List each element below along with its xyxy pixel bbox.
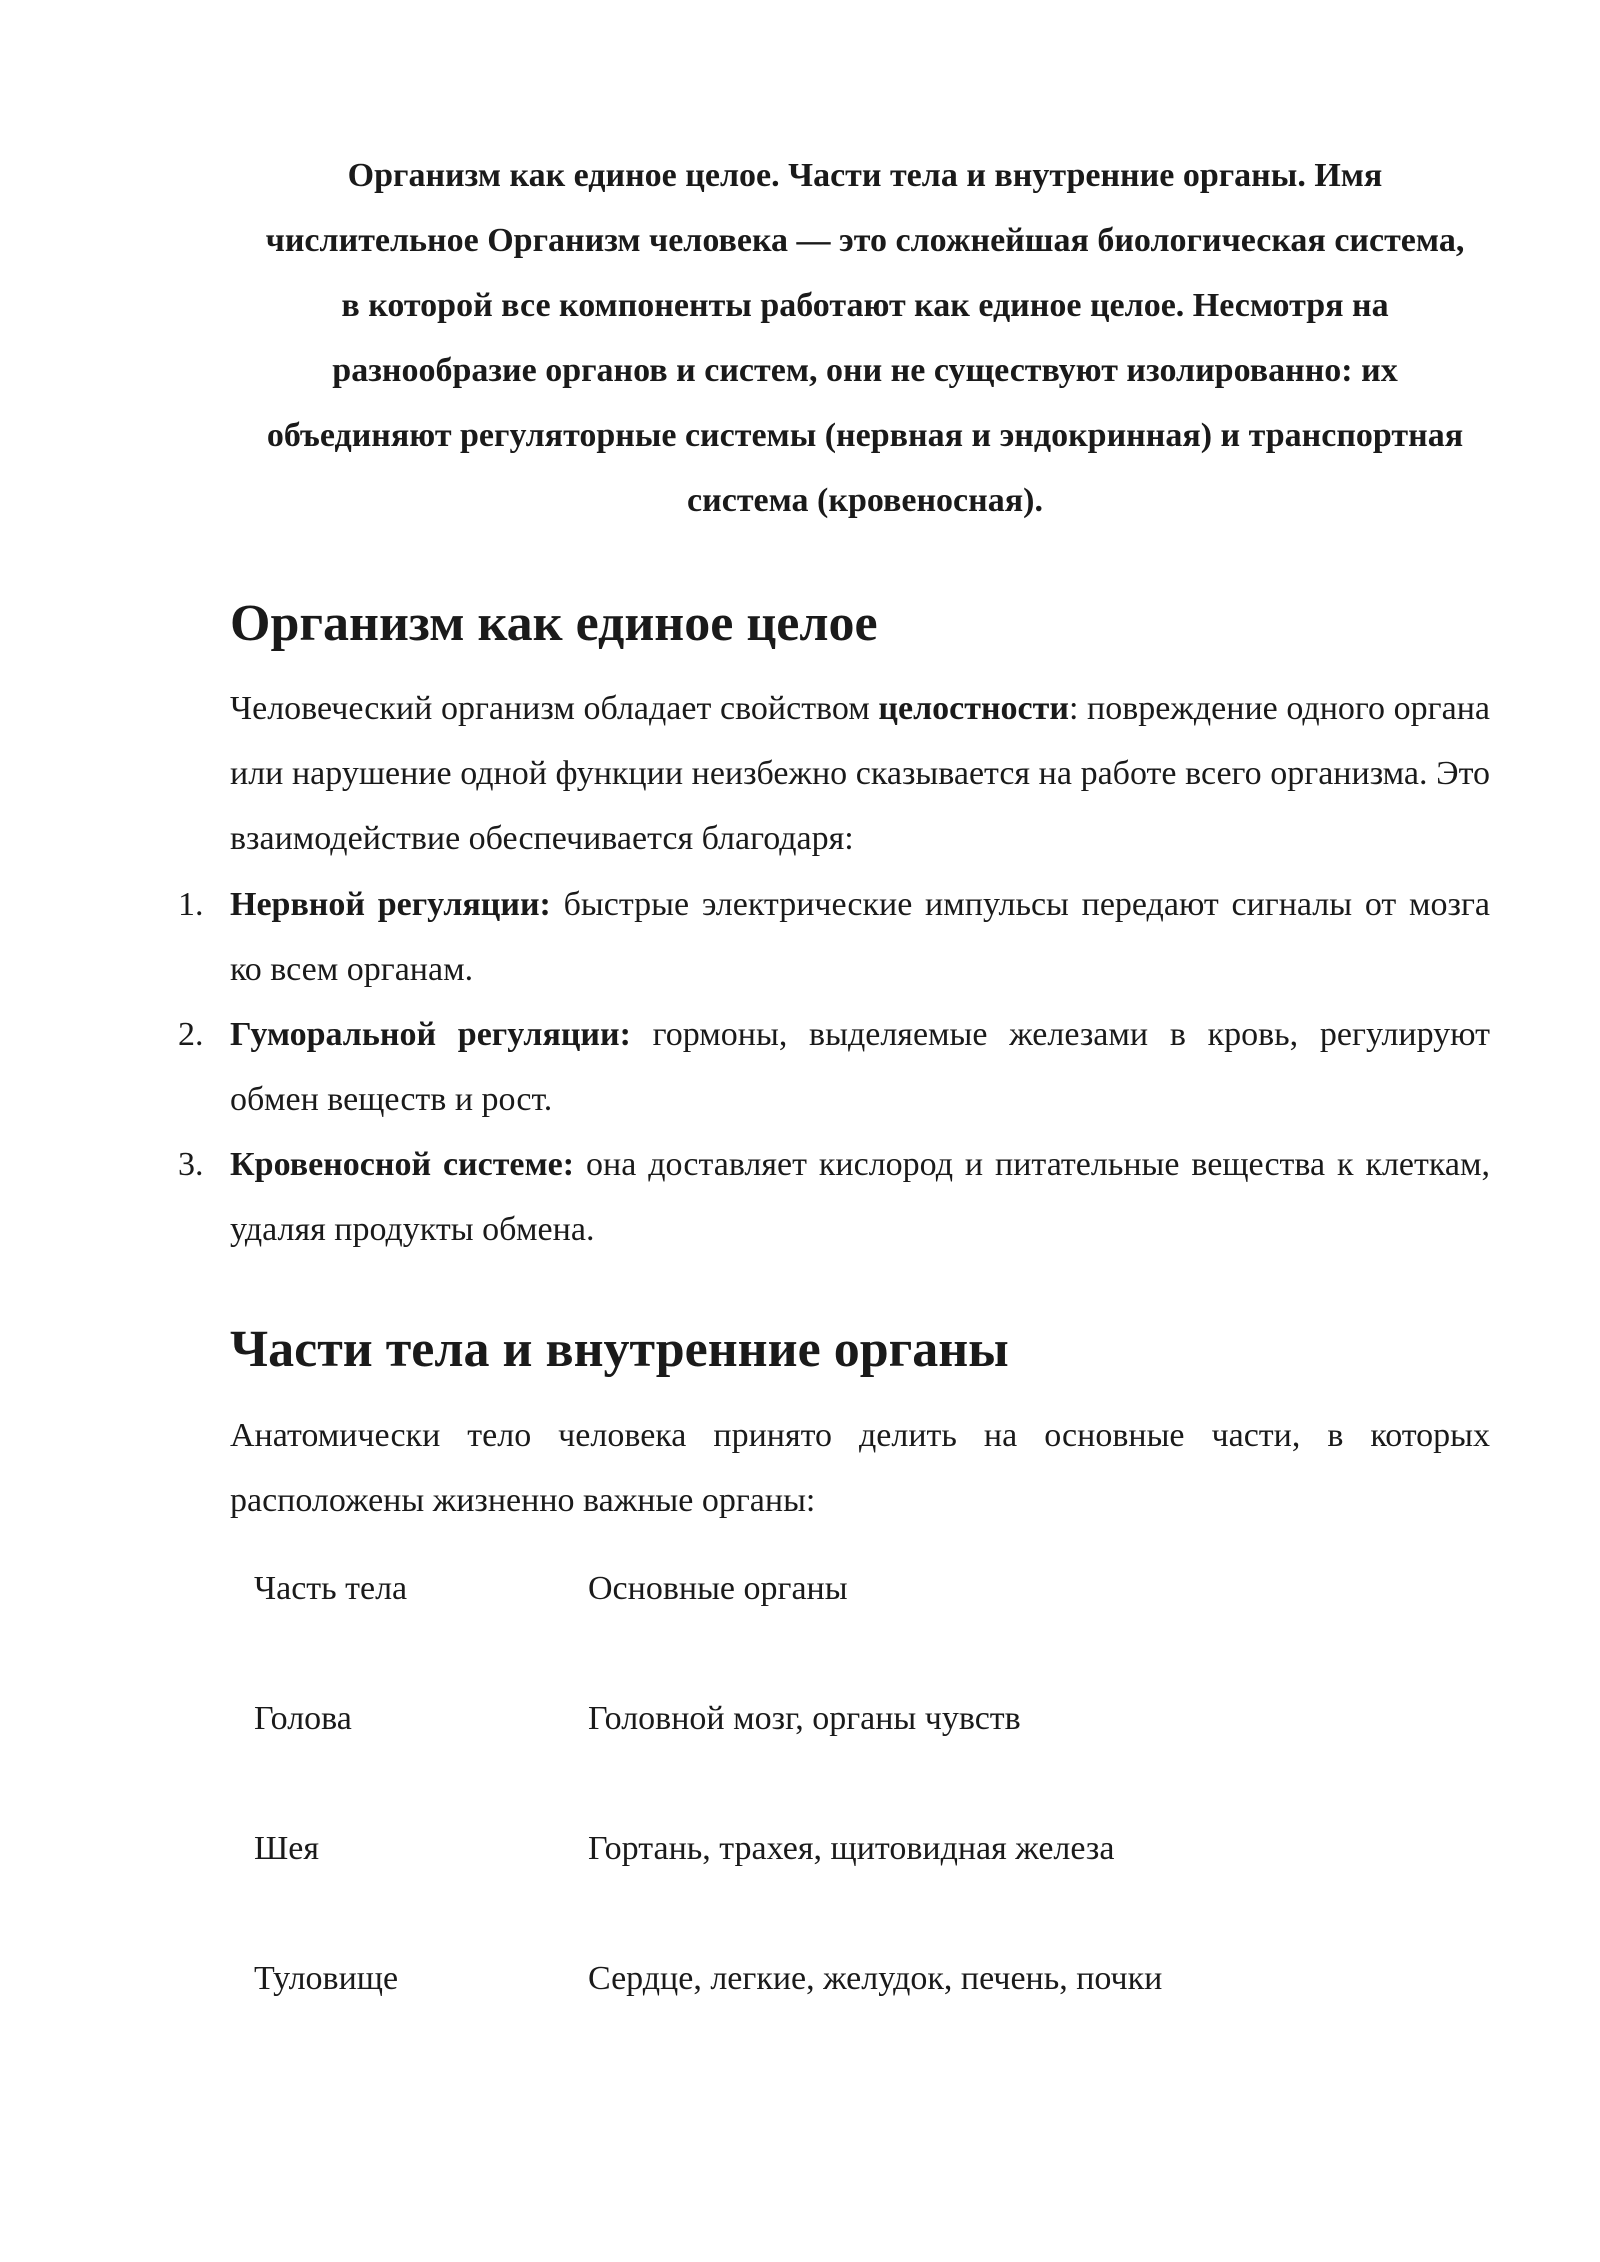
list-item <box>178 1132 1490 1262</box>
table-cell-part: Шея <box>254 1830 320 1867</box>
table-cell-organs: Головной мозг, органы чувств <box>588 1700 1021 1737</box>
table-row <box>230 1686 1348 1816</box>
paragraph-text: : повреждение одного органа или нарушение одной функции неизбежно сказывается на работе всего организма. Это взаимодействие обеспечивается благодаря: <box>230 690 1490 857</box>
body-parts-table <box>230 1556 1348 2076</box>
table-row <box>230 1946 1348 2076</box>
list-term: Нервной регуляции: <box>230 886 551 923</box>
list-item <box>178 872 1490 1002</box>
table-header-row <box>230 1556 1348 1686</box>
table-cell-part: Голова <box>254 1700 352 1737</box>
table-cell-organs: Сердце, легкие, желудок, печень, почки <box>588 1960 1163 1997</box>
table-header-cell: Основные органы <box>588 1570 848 1607</box>
list-term: Кровеносной системе: <box>230 1146 575 1183</box>
table-header-cell: Часть тела <box>254 1570 408 1607</box>
list-number: 3. <box>178 1146 204 1183</box>
section-paragraph <box>230 676 1490 871</box>
list-text: гормоны, выделяемые железами в кровь, регулируют обмен веществ и рост. <box>230 1016 1490 1118</box>
table-row <box>230 1816 1348 1946</box>
intro-paragraph: Организм как единое целое. Части тела и внутренние органы. Имя числительное Организм человека — это сложнейшая биологическая система, в которой все компоненты работают как единое целое. Несмотря на разнообразие органов и систем, они не существуют изолированно: их объединяют регуляторные системы (нервная и эндокринная) и транспортная система (кровеносная). <box>265 157 1465 519</box>
list-number: 2. <box>178 1016 204 1053</box>
table-cell-part: Туловище <box>254 1960 399 1997</box>
list-number: 1. <box>178 886 204 923</box>
list-term: Гуморальной регуляции: <box>230 1016 631 1053</box>
section-heading: Организм как единое целое <box>230 595 878 652</box>
paragraph-text: Человеческий организм обладает свойством <box>230 690 879 727</box>
paragraph-bold-term: целостности <box>878 690 1069 727</box>
table-cell-organs: Гортань, трахея, щитовидная железа <box>588 1830 1115 1867</box>
section-heading: Части тела и внутренние органы <box>230 1321 1009 1378</box>
list-item <box>178 1002 1490 1132</box>
list-text: она доставляет кислород и питательные вещества к клеткам, удаляя продукты обмена. <box>230 1146 1490 1248</box>
numbered-list <box>178 872 1490 1262</box>
section-paragraph: Анатомически тело человека принято делить на основные части, в которых расположены жизненно важные органы: <box>230 1417 1490 1519</box>
list-text: быстрые электрические импульсы передают сигналы от мозга ко всем органам. <box>230 886 1490 988</box>
